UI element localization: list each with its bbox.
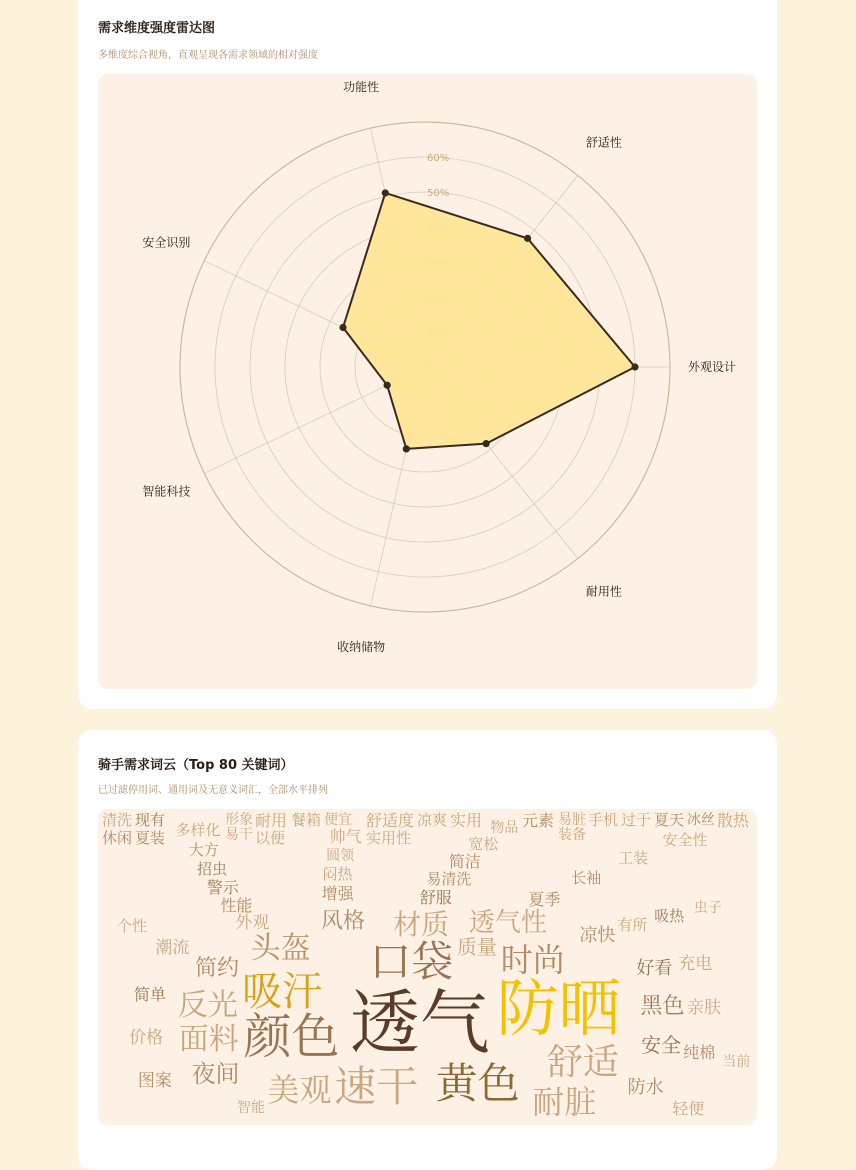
wordcloud-word: 警示 (206, 877, 239, 897)
wordcloud-word: 简单 (133, 985, 166, 1005)
wordcloud-word: 夏装 (135, 829, 166, 847)
wordcloud-word: 质量 (456, 934, 497, 959)
wordcloud-word: 性能 (220, 895, 253, 915)
wordcloud-word: 装备 (558, 827, 586, 843)
wordcloud-word: 清洗 (102, 811, 133, 829)
wordcloud-word: 夜间 (191, 1060, 240, 1089)
wordcloud-word: 耐脏 (532, 1083, 597, 1122)
wordcloud-word: 材质 (393, 907, 450, 941)
wordcloud-word: 吸汗 (242, 968, 323, 1015)
wordcloud-word: 圆领 (326, 847, 355, 864)
radar-data-point (483, 440, 490, 447)
wordcloud-word: 速干 (334, 1062, 419, 1112)
radar-card (78, 0, 777, 709)
wordcloud-word: 耐用 (255, 811, 288, 830)
wordcloud-word: 智能 (236, 1099, 265, 1116)
wordcloud-word: 黑色 (640, 994, 685, 1020)
wordcloud-word: 黄色 (435, 1058, 520, 1108)
wordcloud-word: 实用性 (366, 829, 412, 847)
radar-axis-label: 收纳储物 (337, 639, 386, 654)
wordcloud-word: 易脏 (558, 812, 586, 828)
radar-axis-label: 舒适性 (585, 135, 622, 150)
radar-tick-label: 60% (427, 153, 450, 164)
wordcloud-word: 过于 (621, 811, 652, 829)
wordcloud-word: 凉爽 (417, 811, 448, 829)
wordcloud-word: 安全 (641, 1033, 682, 1058)
wordcloud-word: 反光 (177, 988, 238, 1024)
wordcloud-word: 夏季 (528, 889, 561, 909)
radar-chart (98, 74, 757, 689)
radar-data-point (403, 445, 410, 452)
wordcloud-panel (98, 809, 757, 1125)
radar-tick-label: 50% (427, 188, 450, 199)
radar-axis-label: 功能性 (343, 80, 380, 95)
wordcloud-word: 头盔 (250, 930, 311, 966)
wordcloud-word: 便宜 (324, 812, 352, 828)
wordcloud-card (78, 730, 777, 1170)
wordcloud-card-subtitle: 已过滤停用词、通用词及无意义词汇，全部水平排列 (98, 785, 328, 796)
radar-data-point (631, 363, 638, 370)
wordcloud-word: 吸热 (654, 906, 685, 925)
wordcloud-word: 现有 (135, 811, 166, 829)
radar-card-subtitle: 多维度综合视角，直观呈现各需求领域的相对强度 (98, 50, 318, 61)
radar-axis-label: 智能科技 (142, 484, 191, 499)
wordcloud-word: 充电 (678, 953, 713, 974)
wordcloud-word: 冰丝 (687, 812, 715, 828)
wordcloud-word: 安全性 (662, 830, 708, 849)
radar-axis-label: 耐用性 (585, 584, 622, 599)
wordcloud-word: 餐箱 (291, 811, 322, 829)
wordcloud-word: 价格 (129, 1028, 164, 1049)
wordcloud-word: 美观 (267, 1070, 332, 1109)
wordcloud-word: 时尚 (500, 940, 565, 979)
wordcloud-word: 招虫 (197, 859, 228, 878)
wordcloud-word: 防晒 (496, 971, 621, 1045)
wordcloud-word: 实用 (450, 811, 483, 830)
wordcloud-word: 简约 (194, 955, 239, 981)
radar-data-point (339, 324, 346, 331)
wordcloud-word: 多样化 (175, 821, 221, 840)
wordcloud-word: 夏天 (654, 811, 685, 829)
wordcloud-word: 大方 (188, 840, 219, 859)
wordcloud-word: 透气 (349, 982, 490, 1065)
wordcloud-word: 长袖 (571, 868, 602, 887)
wordcloud-word: 易干 (225, 827, 253, 843)
radar-axis-label: 外观设计 (687, 360, 737, 374)
wordcloud-word: 易清洗 (426, 870, 472, 889)
radar-chart-panel (98, 74, 757, 689)
wordcloud-word: 透气性 (468, 907, 547, 938)
wordcloud-word: 纯棉 (683, 1043, 716, 1063)
wordcloud-word: 外观 (235, 912, 270, 933)
wordcloud-word: 手机 (588, 811, 619, 829)
radar-data-point (524, 235, 531, 242)
wordcloud-word: 简洁 (448, 851, 481, 871)
wordcloud-word: 潮流 (155, 938, 190, 959)
wordcloud-word: 工装 (618, 848, 649, 867)
wordcloud-word: 虫子 (693, 900, 722, 917)
wordcloud-word: 图案 (137, 1071, 172, 1092)
radar-card-title: 需求维度强度雷达图 (98, 21, 216, 36)
wordcloud-word: 风格 (320, 908, 365, 934)
wordcloud-word: 舒服 (419, 887, 452, 907)
wordcloud-word: 休闲 (102, 829, 133, 847)
wordcloud-word: 个性 (116, 917, 147, 936)
wordcloud-word: 增强 (321, 883, 354, 903)
radar-data-point (382, 189, 389, 196)
wordcloud-word: 当前 (722, 1054, 751, 1071)
wordcloud-word: 物品 (490, 819, 519, 836)
wordcloud-word: 轻便 (672, 1098, 705, 1118)
wordcloud-word: 好看 (636, 957, 673, 979)
wordcloud-word: 帅气 (329, 826, 362, 846)
wordcloud-word: 面料 (178, 1021, 239, 1057)
wordcloud-card-title: 骑手需求词云（Top 80 关键词） (98, 758, 294, 773)
wordcloud-word: 形象 (225, 812, 253, 828)
radar-series-area (343, 193, 635, 449)
wordcloud-word: 有所 (617, 916, 648, 935)
wordcloud-word: 凉快 (579, 925, 616, 947)
wordcloud-word: 舒适度 (366, 811, 415, 830)
radar-axis-label: 安全识别 (142, 235, 191, 250)
wordcloud-word: 元素 (522, 811, 555, 830)
wordcloud-word: 亲肤 (687, 998, 722, 1019)
wordcloud-word: 宽松 (468, 835, 499, 854)
wordcloud-word: 口袋 (369, 936, 454, 986)
wordcloud-word: 散热 (717, 811, 750, 830)
wordcloud-word: 以便 (255, 829, 286, 847)
wordcloud-word: 舒适 (546, 1042, 619, 1084)
wordcloud-word: 颜色 (243, 1009, 340, 1066)
wordcloud-word: 闷热 (322, 865, 353, 884)
radar-data-point (384, 382, 391, 389)
wordcloud-word: 防水 (627, 1076, 664, 1098)
